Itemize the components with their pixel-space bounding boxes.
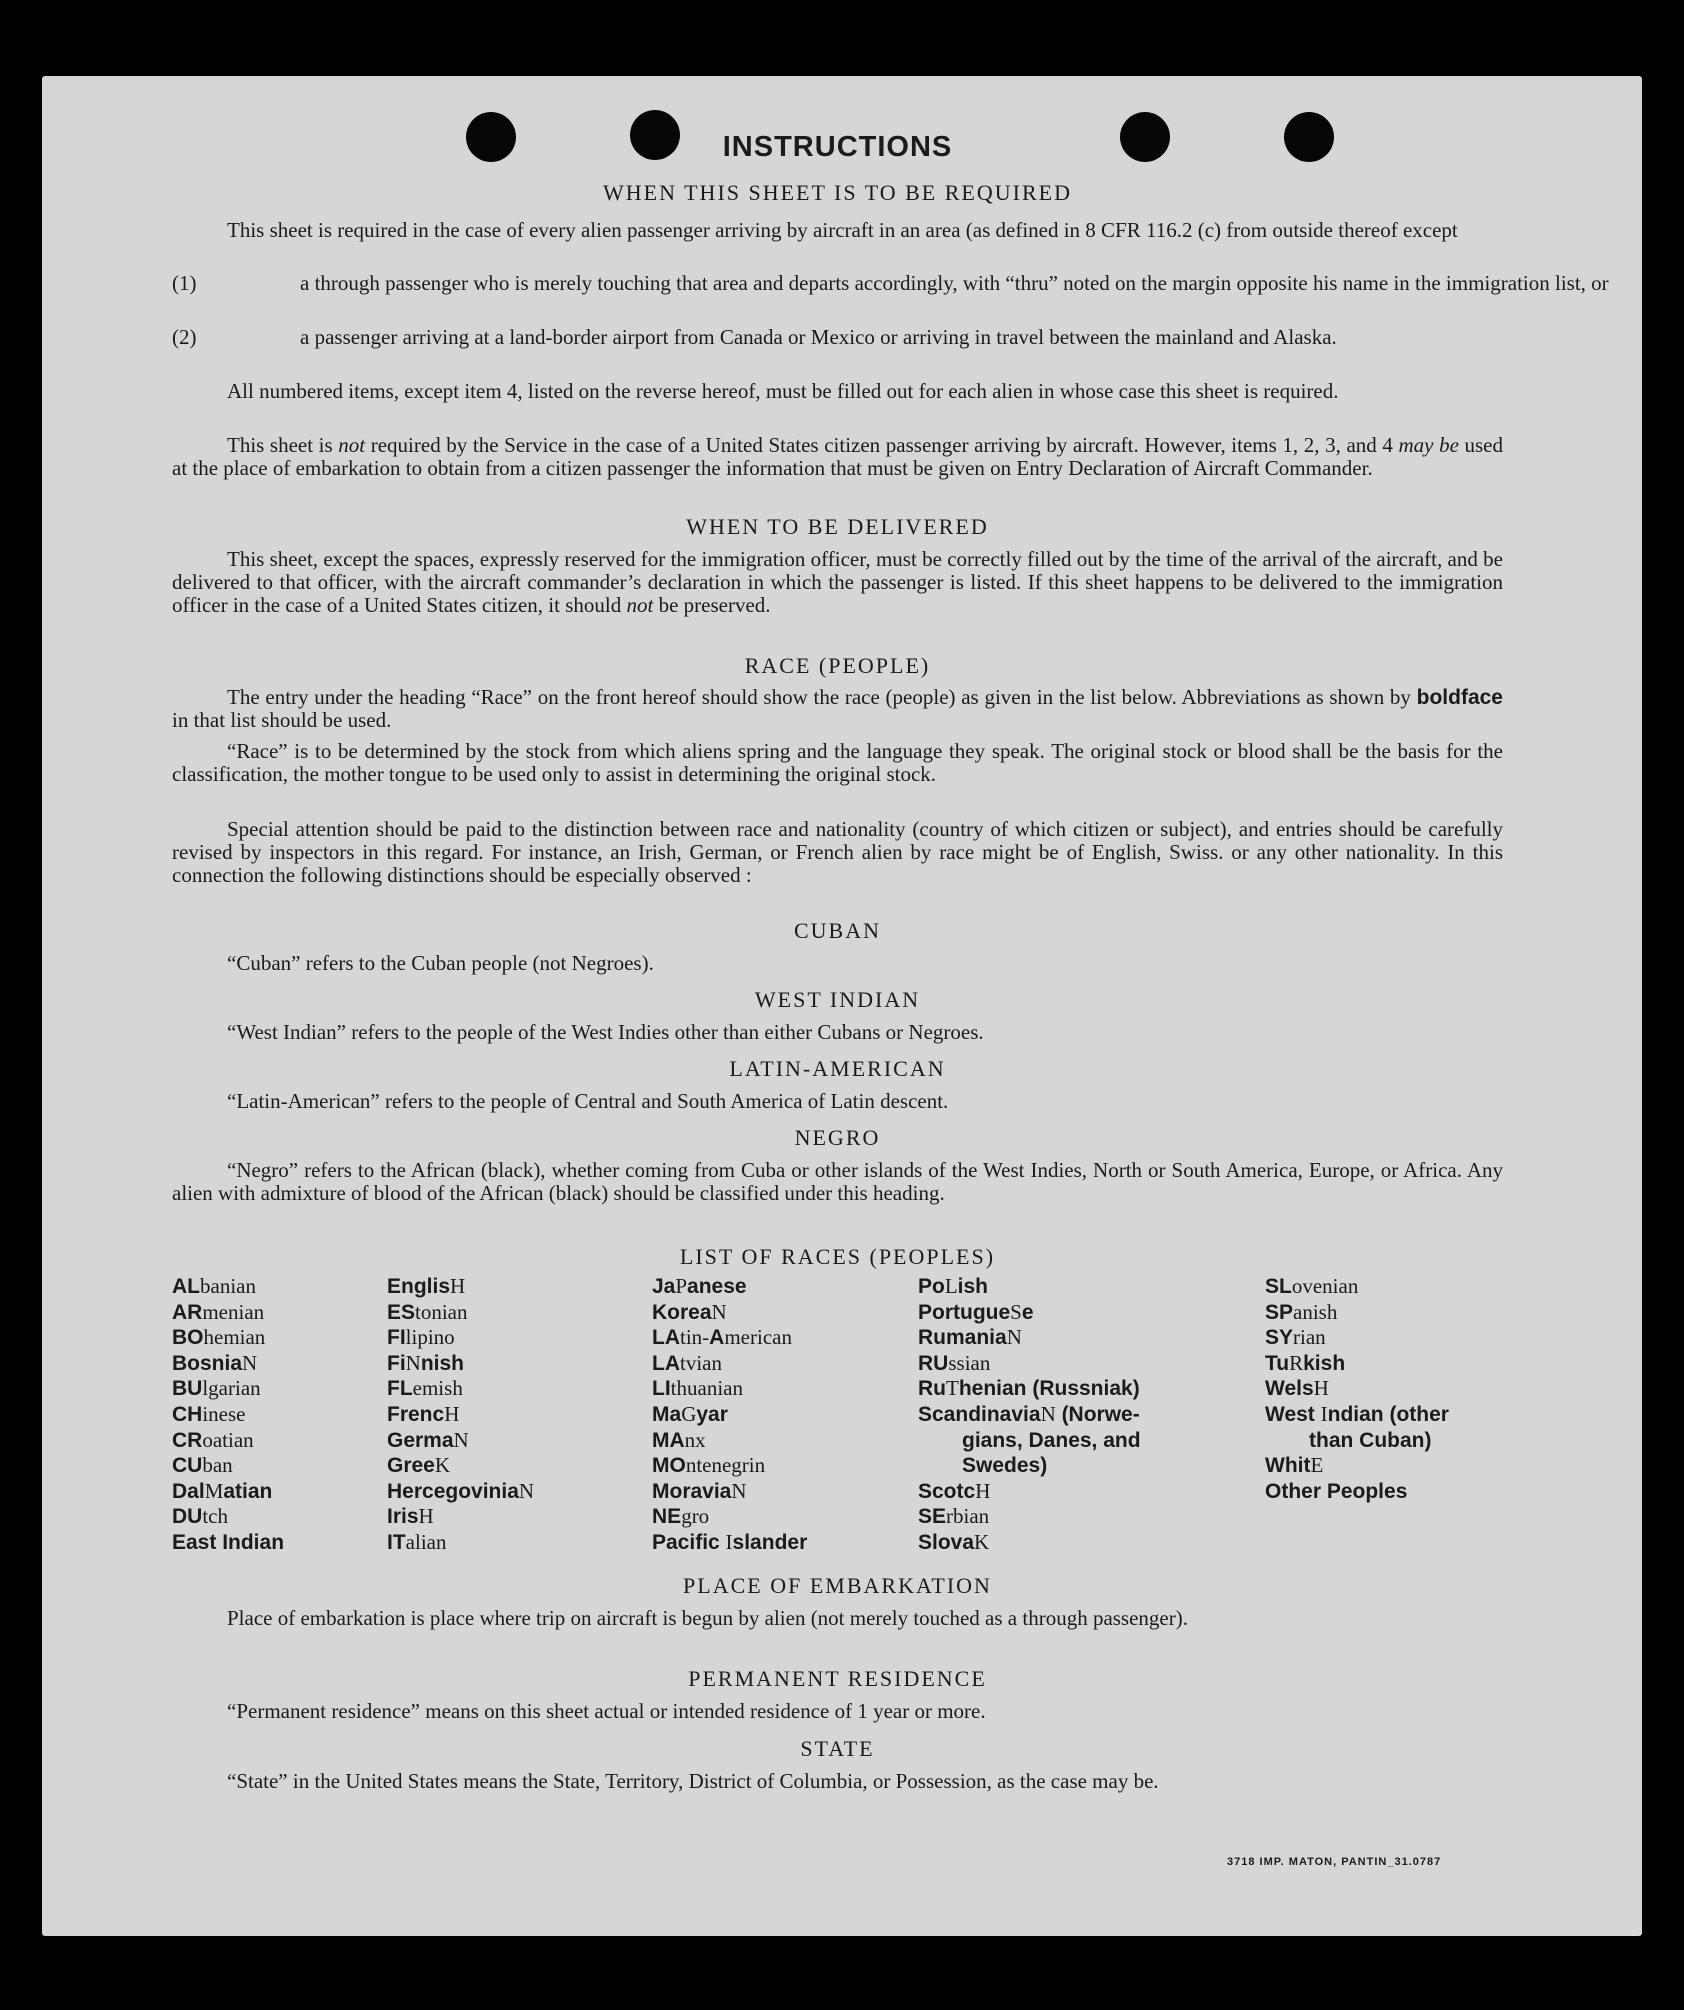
abbreviation: BU <box>172 1377 203 1401</box>
race-text: tonian <box>415 1299 468 1324</box>
abbreviation: A <box>709 1326 725 1350</box>
race-text: E <box>1310 1453 1324 1478</box>
race-entry <box>387 1325 534 1351</box>
race-entry <box>1265 1453 1449 1479</box>
race-paragraph-3: Special attention should be paid to the distinction between race and nationality (country of which citizen or subject), and entries should be carefully revised by inspectors in this regard. For instance, an Irish, German, or French alien by race might be of English, Swiss. or any other nationality. In this connection the following distinctions should be especially observed : <box>172 817 1503 887</box>
heading-list-of-races: LIST OF RACES (PEOPLES) <box>679 1244 996 1269</box>
abbreviation: Germa <box>387 1428 454 1452</box>
race-text: G <box>681 1401 697 1426</box>
abbreviation: CU <box>172 1454 203 1478</box>
exception-item-1 <box>172 272 1631 295</box>
race-text: rian <box>1293 1325 1326 1350</box>
abbreviation: LA <box>652 1326 680 1350</box>
text: required by the Service in the case of a United States citizen passenger arriving by aircraft. However, items 1, 2, 3, and 4 <box>365 433 1399 457</box>
negro-text: “Negro” refers to the African (black), whether coming from Cuba or other islands of the West Indies, North or South America, Europe, or Africa. Any alien with admixture of blood of the African (black) should be classified under this heading. <box>172 1158 1503 1205</box>
abbreviation: CH <box>172 1402 203 1426</box>
abbreviation: AR <box>172 1300 203 1324</box>
race-entry <box>652 1376 807 1402</box>
abbreviation: (Norwe- <box>1055 1402 1140 1426</box>
delivered-paragraph <box>172 548 1503 617</box>
abbreviation: LA <box>652 1351 680 1375</box>
race-entry <box>387 1274 534 1300</box>
abbreviation: Gree <box>387 1454 435 1478</box>
race-text: lgarian <box>202 1376 261 1401</box>
abbreviation: Whit <box>1265 1454 1311 1478</box>
race-entry <box>387 1376 534 1402</box>
race-text: oatian <box>202 1427 254 1452</box>
abbreviation: RU <box>918 1351 949 1375</box>
heading-state: STATE <box>800 1736 875 1761</box>
item-text: a through passenger who is merely touching that area and departs accordingly, with “thru” noted on the margin opposite his name in the immigration list, or <box>300 271 1609 295</box>
abbreviation: Po <box>918 1275 945 1298</box>
abbreviation: anese <box>687 1275 747 1298</box>
race-entry <box>1265 1376 1449 1402</box>
numbered-items-paragraph: All numbered items, except item 4, listed on the reverse hereof, must be filled out for each alien in whose case this sheet is required. <box>227 379 1339 403</box>
state-text: “State” in the United States means the State, Territory, District of Columbia, or Possession, as the case may be. <box>227 1769 1159 1793</box>
abbreviation: Scandinavia <box>918 1402 1041 1426</box>
abbreviation: AL <box>172 1275 200 1298</box>
race-entry <box>172 1351 284 1377</box>
abbreviation: BO <box>172 1326 204 1350</box>
race-entry <box>172 1479 284 1505</box>
race-entry <box>387 1428 534 1454</box>
text: be preserved. <box>653 593 771 617</box>
abbreviation: kish <box>1303 1351 1346 1375</box>
race-column <box>387 1274 534 1556</box>
race-text: T <box>946 1376 959 1401</box>
heading-latin-american: LATIN-AMERICAN <box>729 1056 946 1081</box>
race-text: H <box>444 1401 460 1426</box>
abbreviation: nish <box>420 1351 465 1375</box>
race-entry <box>652 1351 807 1377</box>
heading-when-delivered: WHEN TO BE DELIVERED <box>686 514 989 539</box>
race-entry <box>172 1325 284 1351</box>
abbreviation: Bosnia <box>172 1351 243 1375</box>
race-entry <box>172 1274 284 1300</box>
race-text: N <box>453 1427 469 1452</box>
abbreviation: Wels <box>1265 1377 1314 1401</box>
race-entry <box>918 1300 1141 1326</box>
emphasis: not <box>626 593 654 617</box>
abbreviation: Ja <box>652 1275 676 1298</box>
race-entry <box>387 1453 534 1479</box>
race-entry <box>652 1325 807 1351</box>
abbreviation: Hercegovinia <box>387 1479 519 1503</box>
abbreviation: than Cuban) <box>1309 1428 1432 1452</box>
text: The entry under the heading “Race” on the front hereof should show the race (people) as given in the list below. Abbreviations as shown by <box>227 685 1417 709</box>
printer-imprint: 3718 IMP. MATON, PANTIN_31.0787 <box>1227 1856 1442 1868</box>
abbreviation: CR <box>172 1428 203 1452</box>
race-entry <box>918 1479 1141 1505</box>
abbreviation: MO <box>652 1454 686 1478</box>
text: in that list should be used. <box>172 708 392 732</box>
race-text: ban <box>202 1453 233 1478</box>
abbreviation: MA <box>652 1428 685 1452</box>
race-column <box>172 1274 284 1556</box>
race-text: S <box>1010 1299 1022 1324</box>
text: This sheet, except the spaces, expressly reserved for the immigration officer, must be correctly filled out by the time of the arrival of the aircraft, and be delivered to that officer, with the aircraft commander’s declaration in which the passenger is listed. If this sheet happens to be delivered to the immigration officer in the case of a United States citizen, it should <box>172 547 1503 617</box>
race-entry <box>1265 1479 1449 1505</box>
abbreviation: West <box>1265 1402 1321 1426</box>
race-text: N <box>731 1478 747 1503</box>
abbreviation: gians, Danes, and <box>962 1428 1141 1452</box>
race-text: I <box>725 1529 733 1554</box>
abbreviation: slander <box>732 1530 808 1554</box>
heading-race: RACE (PEOPLE) <box>744 653 931 678</box>
required-paragraph: This sheet is required in the case of every alien passenger arriving by aircraft in an area (as defined in 8 CFR 116.2 (c) from outside thereof except <box>227 218 1458 242</box>
abbreviation: East Indian <box>172 1530 285 1554</box>
heading-when-required: WHEN THIS SHEET IS TO BE REQUIRED <box>603 180 1072 205</box>
race-text: N <box>1006 1325 1022 1350</box>
race-entry <box>918 1376 1141 1402</box>
race-text: tvian <box>680 1350 722 1375</box>
race-text: N <box>711 1299 727 1324</box>
abbreviation: Dal <box>172 1479 205 1503</box>
race-text: R <box>1289 1350 1304 1375</box>
abbreviation: NE <box>652 1505 682 1529</box>
race-entry <box>918 1530 1141 1556</box>
emphasis: boldface <box>1416 686 1503 709</box>
abbreviation: Other Peoples <box>1265 1479 1408 1503</box>
text: used at the place of embarkation to obtain from a citizen passenger the information that must be given on Entry Declaration of Aircraft Commander. <box>172 433 1504 480</box>
race-entry <box>918 1351 1141 1377</box>
race-text: tin- <box>680 1325 710 1350</box>
item-text: a passenger arriving at a land-border airport from Canada or Mexico or arriving in travel between the mainland and Alaska. <box>300 325 1337 349</box>
race-text: menian <box>202 1299 265 1324</box>
race-entry <box>918 1428 1141 1454</box>
race-text: P <box>675 1274 688 1298</box>
race-text: ovenian <box>1291 1274 1359 1298</box>
heading-cuban: CUBAN <box>793 918 881 943</box>
abbreviation: atian <box>223 1479 273 1503</box>
race-entry <box>652 1274 807 1300</box>
race-text: hemian <box>203 1325 266 1350</box>
race-entry <box>1265 1402 1449 1428</box>
abbreviation: e <box>1021 1300 1034 1324</box>
race-paragraph-2: “Race” is to be determined by the stock from which aliens spring and the language they speak. The original stock or blood shall be the basis for the classification, the mother tongue to be used only to assist in determining the original stock. <box>172 739 1503 786</box>
race-entry <box>918 1274 1141 1300</box>
abbreviation: Frenc <box>387 1402 445 1426</box>
emphasis: may be <box>1398 433 1459 457</box>
abbreviation: Ru <box>918 1377 946 1401</box>
abbreviation: Fi <box>387 1351 406 1375</box>
race-entry <box>652 1479 807 1505</box>
abbreviation: IT <box>387 1530 406 1554</box>
race-entry <box>918 1504 1141 1530</box>
citizen-paragraph <box>172 434 1503 480</box>
race-entry <box>1265 1300 1449 1326</box>
abbreviation: ES <box>387 1300 416 1324</box>
race-text: emish <box>412 1376 463 1401</box>
abbreviation: Moravia <box>652 1479 732 1503</box>
race-entry <box>172 1402 284 1428</box>
abbreviation: Rumania <box>918 1326 1007 1350</box>
race-entry <box>172 1453 284 1479</box>
emphasis: not <box>338 433 366 457</box>
race-entry <box>652 1530 807 1556</box>
exception-item-2 <box>172 326 1631 349</box>
heading-permanent-residence: PERMANENT RESIDENCE <box>688 1666 987 1691</box>
race-text: nx <box>684 1427 706 1452</box>
race-text: H <box>975 1478 991 1503</box>
race-text: ntenegrin <box>685 1453 766 1478</box>
abbreviation: Swedes) <box>962 1454 1048 1478</box>
race-text: tch <box>202 1504 228 1529</box>
race-entry <box>387 1351 534 1377</box>
abbreviation: Portugue <box>918 1300 1011 1324</box>
race-text: alian <box>405 1529 447 1554</box>
heading-negro: NEGRO <box>794 1125 881 1150</box>
race-entry <box>172 1530 284 1556</box>
race-column <box>1265 1274 1449 1504</box>
abbreviation: SY <box>1265 1326 1294 1350</box>
abbreviation: Ma <box>652 1402 682 1426</box>
race-entry <box>172 1504 284 1530</box>
race-entry <box>652 1428 807 1454</box>
race-entry <box>387 1479 534 1505</box>
race-paragraph-1 <box>172 686 1503 732</box>
race-column <box>652 1274 807 1556</box>
abbreviation: Scotc <box>918 1479 976 1503</box>
race-text: thuanian <box>670 1376 743 1401</box>
abbreviation: FL <box>387 1377 413 1401</box>
abbreviation: LI <box>652 1377 671 1401</box>
race-entry <box>172 1300 284 1326</box>
cuban-text: “Cuban” refers to the Cuban people (not Negroes). <box>227 951 654 975</box>
heading-west-indian: WEST INDIAN <box>754 987 921 1012</box>
residence-text: “Permanent residence” means on this sheet actual or intended residence of 1 year or more. <box>227 1699 986 1723</box>
race-entry <box>652 1300 807 1326</box>
abbreviation: SP <box>1265 1300 1294 1324</box>
race-text: I <box>1320 1401 1328 1426</box>
abbreviation: Korea <box>652 1300 712 1324</box>
text: This sheet is <box>227 433 339 457</box>
abbreviation: FI <box>387 1326 406 1350</box>
race-text: banian <box>200 1274 256 1298</box>
abbreviation: ndian (other <box>1327 1402 1449 1426</box>
race-entry <box>387 1504 534 1530</box>
race-entry <box>1265 1274 1449 1300</box>
race-entry <box>172 1376 284 1402</box>
race-entry <box>387 1530 534 1556</box>
abbreviation: DU <box>172 1505 203 1529</box>
abbreviation: yar <box>696 1402 728 1426</box>
race-text: lipino <box>405 1325 455 1350</box>
race-text: N <box>1040 1401 1056 1426</box>
west-indian-text: “West Indian” refers to the people of the West Indies other than either Cubans or Negroes. <box>227 1020 984 1044</box>
abbreviation: Slova <box>918 1530 975 1554</box>
race-entry <box>652 1453 807 1479</box>
race-text: M <box>204 1478 224 1503</box>
race-entry <box>1265 1325 1449 1351</box>
race-text: H <box>1313 1376 1329 1401</box>
race-text: ssian <box>948 1350 991 1375</box>
race-text: H <box>418 1504 434 1529</box>
race-text: gro <box>681 1504 710 1529</box>
abbreviation: SL <box>1265 1275 1292 1298</box>
abbreviation: ish <box>957 1275 989 1298</box>
race-entry <box>652 1504 807 1530</box>
race-text: N <box>518 1478 535 1503</box>
document-sheet <box>42 76 1642 1936</box>
race-entry <box>918 1325 1141 1351</box>
race-entry <box>918 1402 1141 1428</box>
race-entry <box>1265 1428 1449 1454</box>
race-entry <box>387 1402 534 1428</box>
page-title: INSTRUCTIONS <box>722 131 953 163</box>
heading-place-of-embarkation: PLACE OF EMBARKATION <box>683 1573 992 1598</box>
abbreviation: Tu <box>1265 1351 1290 1375</box>
race-text: anish <box>1293 1299 1338 1324</box>
item-number: (2) <box>172 325 197 349</box>
race-text: K <box>434 1453 451 1478</box>
race-entry <box>1265 1351 1449 1377</box>
race-text: rbian <box>946 1504 990 1529</box>
abbreviation: Pacific <box>652 1530 726 1554</box>
item-number: (1) <box>172 271 197 295</box>
race-entry <box>387 1300 534 1326</box>
latin-american-text: “Latin-American” refers to the people of Central and South America of Latin descent. <box>227 1089 949 1113</box>
race-text: N <box>242 1350 258 1375</box>
race-entry <box>172 1428 284 1454</box>
race-text: L <box>944 1274 958 1298</box>
race-text: merican <box>724 1325 792 1350</box>
race-column <box>918 1274 1141 1556</box>
abbreviation: SE <box>918 1505 947 1529</box>
embarkation-text: Place of embarkation is place where trip on aircraft is begun by alien (not merely touched as a through passenger). <box>227 1606 1188 1630</box>
race-entry <box>918 1453 1141 1479</box>
race-text: inese <box>202 1401 246 1426</box>
race-entry <box>652 1402 807 1428</box>
abbreviation: Iris <box>387 1505 419 1529</box>
abbreviation: henian (Russniak) <box>958 1377 1140 1401</box>
race-text: N <box>405 1350 421 1375</box>
race-text: H <box>450 1274 466 1298</box>
abbreviation: Englis <box>387 1275 451 1298</box>
race-text: K <box>974 1529 990 1554</box>
